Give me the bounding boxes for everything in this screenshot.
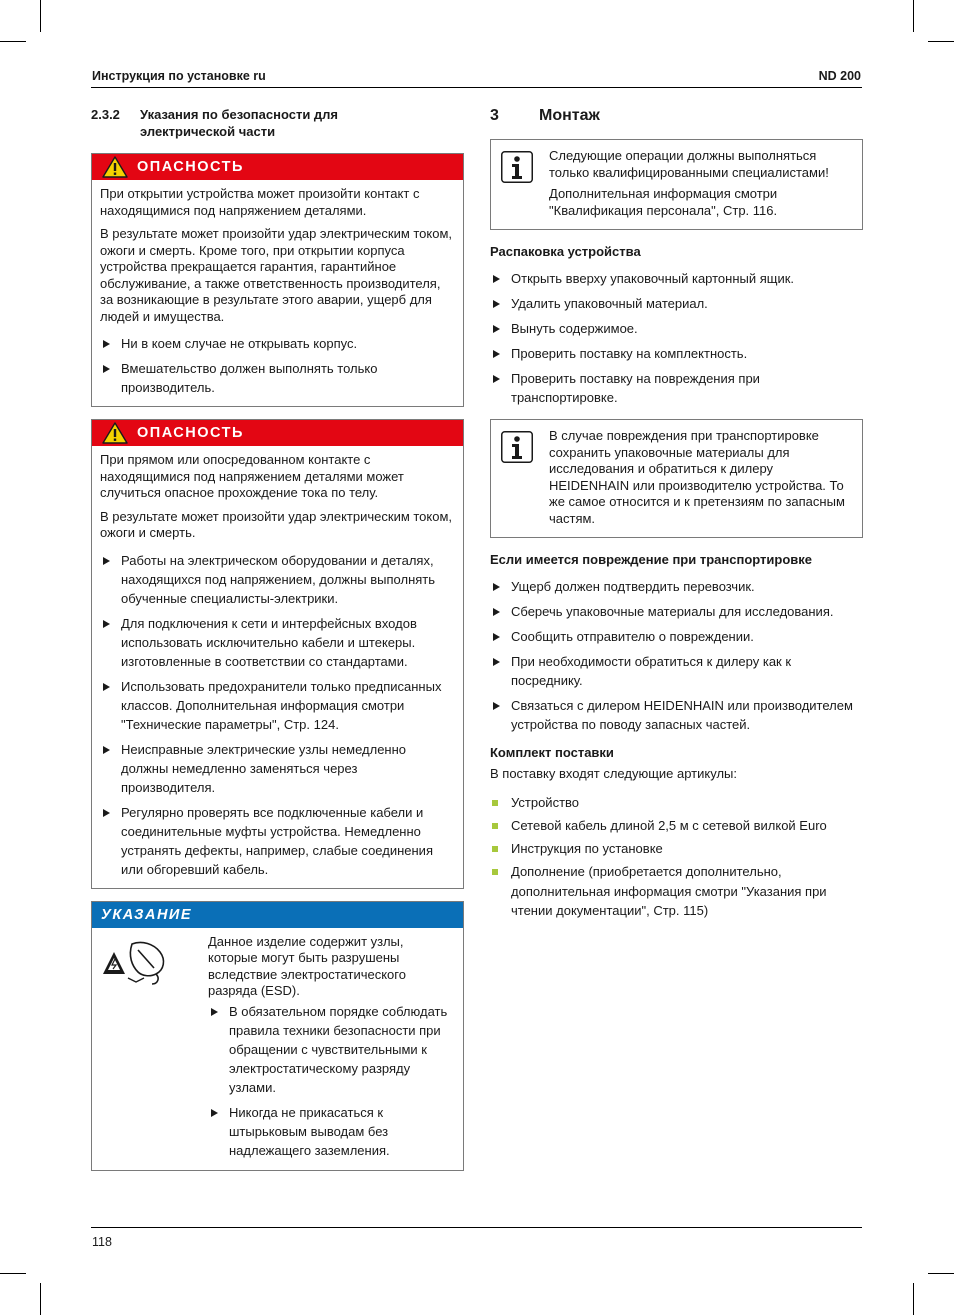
list-item: Проверить поставку на повреждения при транспортировке. <box>490 369 863 407</box>
danger-banner <box>92 420 463 446</box>
danger-banner <box>92 154 463 180</box>
crop-mark <box>40 0 41 32</box>
list-item: Сберечь упаковочные материалы для исследования. <box>490 602 863 621</box>
notice-banner <box>92 902 463 928</box>
list-item: Вмешательство должен выполнять только производитель. <box>100 359 455 397</box>
info-icon <box>501 151 533 183</box>
warning-triangle-icon <box>102 156 128 178</box>
page-number: 118 <box>92 1235 112 1249</box>
danger-label: ОПАСНОСТЬ <box>137 425 244 441</box>
notice-label: УКАЗАНИЕ <box>101 906 193 923</box>
esd-icon <box>102 938 168 988</box>
danger-box <box>91 419 464 889</box>
list-item: Устройство <box>490 793 863 813</box>
info-box <box>490 419 863 538</box>
danger-paragraph: При прямом или опосредованном контакте с находящимися под напряжением деталями может случиться опасное прохождение тока по телу. <box>100 452 404 500</box>
danger-label: ОПАСНОСТЬ <box>137 159 244 175</box>
list-item: Для подключения к сети и интерфейсных входов использовать исключительно кабели и штекеры. изготовленные в соответствии со стандартами. <box>100 614 455 671</box>
notice-text: Данное изделие содержит узлы, которые могут быть разрушены вследствие электростатического разряда (ESD). <box>208 933 406 998</box>
danger-paragraph: В результате может произойти удар электрическим током, ожоги и смерть. Кроме того, при открытии корпуса устройства прекращается гарантия, гарантийное обслуживание, а также ответственность производителя, за возникающие в результате этого аварии, ущерб для людей и имущества. <box>100 226 453 324</box>
list-item: Сетевой кабель длиной 2,5 м с сетевой вилкой Euro <box>490 816 863 836</box>
section-title: Монтаж <box>539 107 600 124</box>
list-item: Дополнение (приобретается дополнительно, дополнительная информация смотри "Указания при чтении документации", Стр. 115) <box>490 862 863 921</box>
list-item: Ни в коем случае не открывать корпус. <box>100 334 455 353</box>
crop-mark <box>913 0 914 32</box>
list-item: Сообщить отправителю о повреждении. <box>490 627 863 646</box>
info-paragraph: Дополнительная информация смотри "Квалификация персонала", Стр. 116. <box>549 186 778 218</box>
section-heading <box>490 107 863 125</box>
list-item: Инструкция по установке <box>490 839 863 859</box>
danger-box <box>91 153 464 407</box>
crop-mark <box>913 1283 914 1315</box>
list-item: Никогда не прикасаться к штырьковым выводам без надлежащего заземления. <box>208 1103 455 1160</box>
section-number: 2.3.2 <box>91 107 120 122</box>
list-item: Вынуть содержимое. <box>490 319 863 338</box>
list-item: Неисправные электрические узлы немедленно должны немедленно заменяться через производителя. <box>100 740 455 797</box>
delivery-intro: В поставку входят следующие артикулы: <box>490 766 737 781</box>
crop-mark <box>928 1273 954 1274</box>
footer-rule <box>91 1227 862 1228</box>
subsection-heading: Если имеется повреждение при транспортировке <box>490 552 812 567</box>
crop-mark <box>0 41 26 42</box>
list-item: Регулярно проверять все подключенные кабели и соединительные муфты устройства. Немедленно устранять дефекты, например, слабые соединения или обгоревший кабель. <box>100 803 455 879</box>
crop-mark <box>928 41 954 42</box>
list-item: Проверить поставку на комплектность. <box>490 344 863 363</box>
list-item: Связаться с дилером HEIDENHAIN или производителем устройства по поводу запасных частей. <box>490 696 863 734</box>
section-heading <box>91 107 464 140</box>
info-box <box>490 139 863 230</box>
section-number: 3 <box>490 107 499 124</box>
danger-paragraph: При открытии устройства может произойти контакт с находящимися под напряжением деталями. <box>100 186 420 218</box>
list-item: Использовать предохранители только предписанных классов. Дополнительная информация смотри "Технические параметры", Стр. 124. <box>100 677 455 734</box>
crop-mark <box>0 1273 26 1274</box>
product-name: ND 200 <box>818 69 861 83</box>
header-rule <box>91 87 862 88</box>
notice-box <box>91 901 464 1171</box>
warning-triangle-icon <box>102 422 128 444</box>
list-item: В обязательном порядке соблюдать правила техники безопасности при обращении с чувствительными к электростатическому разряду узлами. <box>208 1002 455 1097</box>
list-item: Работы на электрическом оборудовании и деталях, находящихся под напряжением, должны выполнять обученные специалисты-электрики. <box>100 551 455 608</box>
info-paragraph: Следующие операции должны выполняться только квалифицированными специалистами! <box>549 148 829 180</box>
list-item: При необходимости обратиться к дилеру как к посреднику. <box>490 652 863 690</box>
subsection-heading: Комплект поставки <box>490 745 614 760</box>
right-column <box>490 107 863 924</box>
info-paragraph: В случае повреждения при транспортировке сохранить упаковочные материалы для исследования и обратиться к дилеру HEIDENHAIN или производителю устройства. То же самое относится и к претензиям по запасным частям. <box>549 428 845 526</box>
left-column <box>91 107 464 1183</box>
list-item: Открыть вверху упаковочный картонный ящик. <box>490 269 863 288</box>
info-icon <box>501 431 533 463</box>
list-item: Удалить упаковочный материал. <box>490 294 863 313</box>
crop-mark <box>40 1283 41 1315</box>
section-title: Указания по безопасности для электрической части <box>140 107 339 139</box>
subsection-heading: Распаковка устройства <box>490 244 641 259</box>
danger-paragraph: В результате может произойти удар электрическим током, ожоги и смерть. <box>100 508 453 540</box>
document-title: Инструкция по установке ru <box>92 69 266 83</box>
list-item: Ущерб должен подтвердить перевозчик. <box>490 577 863 596</box>
